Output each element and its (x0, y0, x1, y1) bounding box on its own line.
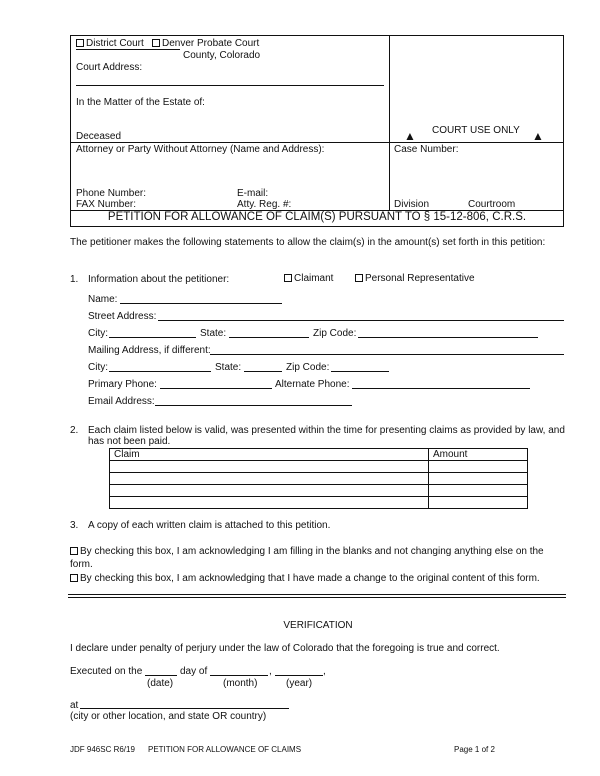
ack-2-checkbox[interactable] (70, 574, 78, 582)
claims-table-header (110, 449, 528, 461)
double-rule-top (68, 594, 566, 595)
alternate-phone-field[interactable] (352, 388, 530, 389)
location-field[interactable] (80, 708, 289, 709)
location-caption: (city or other location, and state OR country) (70, 711, 267, 722)
state2-label: State: (215, 362, 242, 373)
fax-number-label: FAX Number: (76, 199, 137, 210)
zip-field[interactable] (358, 337, 538, 338)
ack-1[interactable] (70, 545, 565, 571)
comma-2: , (323, 666, 326, 677)
county-blank[interactable] (76, 49, 180, 50)
table-row (110, 473, 528, 485)
amount-cell[interactable] (429, 485, 528, 497)
caption-vertical-divider (389, 35, 390, 211)
alternate-phone-label: Alternate Phone: (275, 379, 350, 390)
district-court-checkbox[interactable] (76, 39, 84, 47)
year-field[interactable] (275, 675, 323, 676)
table-row (110, 485, 528, 497)
item-2-text: Each claim listed below is valid, was presented within the time for presenting claims as provided by law, and has not been paid. (88, 425, 565, 447)
intro-paragraph: The petitioner makes the following statements to allow the claim(s) in the amount(s) set forth in this petition: (70, 237, 546, 248)
form-footer-title: PETITION FOR ALLOWANCE OF CLAIMS (148, 745, 302, 754)
phone-number-label: Phone Number: (76, 188, 147, 199)
email-address-label: Email Address: (88, 396, 155, 407)
amount-cell[interactable] (429, 473, 528, 485)
division-label: Division (394, 199, 430, 210)
claim-cell[interactable] (110, 461, 429, 473)
state-field[interactable] (229, 337, 309, 338)
declare-text: I declare under penalty of perjury under the law of Colorado that the foregoing is true and correct. (70, 643, 500, 654)
triangle-left-icon: ▲ (404, 129, 416, 143)
zip2-label: Zip Code: (286, 362, 330, 373)
table-row (110, 461, 528, 473)
city-field[interactable] (109, 337, 196, 338)
executed-on-label: Executed on the (70, 666, 143, 677)
double-rule-bottom (68, 597, 566, 598)
petition-title: PETITION FOR ALLOWANCE OF CLAIM(S) PURSUANT TO § 15-12-806, C.R.S. (107, 211, 527, 223)
denver-probate-label: Denver Probate Court (162, 38, 260, 49)
item-3-number: 3. (70, 520, 79, 531)
amount-cell[interactable] (429, 461, 528, 473)
court-address-label: Court Address: (76, 62, 143, 73)
name-field[interactable] (120, 303, 282, 304)
state2-field[interactable] (244, 371, 282, 372)
claim-cell[interactable] (110, 497, 429, 509)
mailing-field[interactable] (210, 354, 564, 355)
year-caption: (year) (286, 678, 313, 689)
caption-divider-attorney (70, 142, 564, 143)
comma-1: , (269, 666, 272, 677)
form-id: JDF 946SC R6/19 (70, 745, 135, 754)
amount-header: Amount (429, 449, 528, 461)
in-the-matter-label: In the Matter of the Estate of: (76, 97, 205, 108)
personal-rep-label: Personal Representative (365, 273, 475, 284)
date-field[interactable] (145, 675, 177, 676)
primary-phone-field[interactable] (160, 388, 272, 389)
ack-2[interactable] (70, 572, 565, 585)
deceased-label: Deceased (76, 131, 122, 142)
district-court-label: District Court (86, 38, 144, 49)
mailing-label: Mailing Address, if different: (88, 345, 211, 356)
claimant-label: Claimant (294, 273, 334, 284)
court-address-line[interactable] (76, 85, 384, 86)
email-label: E-mail: (237, 188, 269, 199)
at-label: at (70, 700, 79, 711)
city2-field[interactable] (109, 371, 211, 372)
ack-1-checkbox[interactable] (70, 547, 78, 555)
atty-reg-label: Atty. Reg. #: (237, 199, 292, 210)
claim-header: Claim (110, 449, 429, 461)
courtroom-label: Courtroom (468, 199, 516, 210)
denver-probate-checkbox[interactable] (152, 39, 160, 47)
city2-label: City: (88, 362, 108, 373)
ack-2-text: By checking this box, I am acknowledging that I have made a change to the original content of this form. (80, 573, 540, 584)
state-label: State: (200, 328, 227, 339)
item-1-label: Information about the petitioner: (88, 274, 230, 285)
claims-table (109, 448, 528, 509)
month-field[interactable] (210, 675, 268, 676)
item-1-number: 1. (70, 274, 79, 285)
claimant-checkbox[interactable] (284, 274, 292, 282)
day-of-label: day of (180, 666, 208, 677)
primary-phone-label: Primary Phone: (88, 379, 157, 390)
table-row (110, 497, 528, 509)
attorney-party-label: Attorney or Party Without Attorney (Name and Address): (76, 144, 325, 155)
email-address-field[interactable] (155, 405, 352, 406)
street-label: Street Address: (88, 311, 157, 322)
ack-1-text: By checking this box, I am acknowledging I am filling in the blanks and not changing anything else on the form. (70, 546, 544, 570)
county-colorado-label: County, Colorado (183, 50, 261, 61)
city-label: City: (88, 328, 108, 339)
item-2-number: 2. (70, 425, 79, 436)
zip2-field[interactable] (331, 371, 389, 372)
district-court-option[interactable] (76, 38, 144, 49)
claim-cell[interactable] (110, 485, 429, 497)
verification-heading: VERIFICATION (283, 620, 353, 631)
street-field[interactable] (158, 320, 564, 321)
personal-rep-checkbox[interactable] (355, 274, 363, 282)
claim-cell[interactable] (110, 473, 429, 485)
amount-cell[interactable] (429, 497, 528, 509)
case-number-label: Case Number: (394, 144, 459, 155)
zip-label: Zip Code: (313, 328, 357, 339)
denver-probate-option[interactable] (152, 38, 259, 49)
item-3-text: A copy of each written claim is attached to this petition. (88, 520, 331, 531)
caption-box (70, 35, 564, 211)
triangle-right-icon: ▲ (532, 129, 544, 143)
name-label: Name: (88, 294, 118, 305)
date-caption: (date) (147, 678, 174, 689)
personal-rep-option[interactable] (355, 273, 475, 284)
month-caption: (month) (223, 678, 258, 689)
page-number: Page 1 of 2 (454, 745, 495, 754)
court-use-only-label: COURT USE ONLY (432, 125, 520, 136)
claimant-option[interactable] (284, 273, 333, 284)
